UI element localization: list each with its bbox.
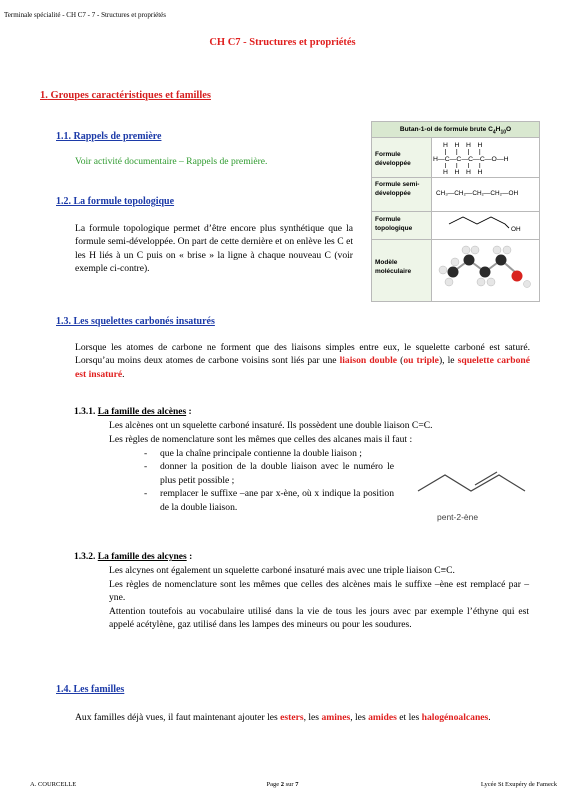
section-1-2-number: 1.2.: [56, 196, 71, 207]
section-1-4-number: 1.4.: [56, 684, 71, 695]
alkene-rule-3: - remplacer le suffixe –ane par x-ène, où x indique la position de la double liaison.: [144, 487, 394, 514]
row-label: Formule topologique: [372, 212, 432, 240]
page-header: Terminale spécialité - CH C7 - 7 - Structures et propriétés: [4, 11, 167, 19]
butanol-table: [371, 121, 540, 302]
section-1-3-1-heading: 1.3.1. La famille des alcènes :: [74, 407, 192, 417]
section-1-3-heading: [56, 316, 215, 327]
highlight-halogenoalcanes: halogénoalcanes: [421, 712, 489, 723]
h-top-4: H: [477, 142, 483, 149]
dev-main-chain: H—C—C—C—C—O—H: [433, 156, 509, 163]
section-1-3-1-p2: Les règles de nomenclature sont les mêmes que celles des alcanes mais il faut :: [109, 434, 413, 445]
h-top-3: H: [466, 142, 471, 149]
semi-developed-formula: [433, 178, 539, 212]
footer-author: A. COURCELLE: [30, 781, 77, 788]
row-topologique: [372, 211, 539, 240]
section-1-2-heading: [56, 196, 174, 207]
section-1-label: Groupes caractéristiques et familles: [50, 90, 211, 101]
section-1-3-text: Lorsque les atomes de carbone ne forment que des liaisons simples entre eux, le squelette carboné est saturé. Lorsqu’au moins deux atomes de carbone voisins sont liés par une liaison double (ou triple), le squelette carboné est insaturé.: [75, 342, 530, 380]
molecular-model: [433, 240, 539, 301]
footer-page-number: Page 2 sur 7: [266, 781, 299, 788]
section-1-3-2-p1: Les alcynes ont également un squelette carboné insaturé mais avec une triple liaison C≡C.: [109, 565, 455, 576]
section-1-3-2-p2: Les règles de nomenclature sont les mêmes que celles des alcènes mais le suffixe –ène est remplacé par –yne.: [109, 579, 529, 604]
section-1-1-text: Voir activité documentaire – Rappels de première.: [75, 156, 268, 167]
section-1-4-label: Les familles: [73, 684, 125, 695]
row-label: Formule semi-développée: [372, 178, 432, 212]
section-1-1-number: 1.1.: [56, 131, 71, 142]
pent-2-ene-caption: pent-2-ène: [437, 512, 479, 522]
section-1-3-2-label: La famille des alcynes: [97, 552, 187, 562]
oh-label: OH: [511, 226, 521, 233]
highlight-ou-triple: ou triple: [403, 355, 439, 367]
developed-formula-drawing: [433, 138, 539, 178]
section-1-3-1-p1: Les alcènes ont un squelette carboné insaturé. Ils possèdent une double liaison C=C.: [109, 420, 433, 431]
highlight-amines: amines: [321, 712, 351, 723]
topological-formula: [433, 212, 539, 240]
section-1-1-heading: [56, 131, 161, 142]
page-title: CH C7 - Structures et propriétés: [209, 37, 356, 48]
highlight-squelette-insature: squelette carboné est insaturé: [75, 355, 530, 380]
pent-2-ene-skeletal-icon: [415, 465, 530, 500]
alkene-rules-list: [144, 447, 394, 514]
h-top-1: H: [443, 142, 448, 149]
developed-formula: [433, 138, 539, 178]
section-1-number: 1.: [40, 90, 48, 101]
h-bot-2: H: [454, 169, 460, 176]
row-semi-developpee: [372, 177, 539, 212]
section-1-3-2-number: 1.3.2.: [74, 552, 96, 562]
section-1-3-number: 1.3.: [56, 316, 71, 327]
butanol-table-title: Butan-1-ol de formule brute $C_4H_{10}O$: [372, 122, 539, 137]
row-modele: [372, 239, 539, 301]
row-developpee: [372, 137, 539, 178]
alkene-rule-2: - donner la position de la double liaison avec le numéro le plus petit possible ;: [144, 460, 394, 487]
section-1-3-2-p3: Attention toutefois au vocabulaire utilisé dans la vie de tous les jours avec par exemple l’éthyne qui est appelé acétylène, gaz utilisé dans les lampes des mineurs ou pour les soudures.: [109, 606, 529, 631]
highlight-esters: esters: [280, 712, 304, 723]
section-1-1-label: Rappels de première: [73, 131, 162, 142]
row-label: Modèle moléculaire: [372, 240, 432, 301]
row-label: Formule développée: [372, 138, 432, 178]
h-top-2: H: [454, 142, 460, 149]
skeletal-butanol-icon: [433, 212, 539, 240]
section-1-2-label: La formule topologique: [73, 196, 175, 207]
footer-school: Lycée St Exupéry de Fameck: [480, 781, 557, 788]
h-bot-3: H: [466, 169, 471, 176]
section-1-heading: [40, 90, 211, 101]
highlight-amides: amides: [368, 712, 397, 723]
section-1-3-label: Les squelettes carbonés insaturés: [73, 316, 215, 327]
section-1-4-text: Aux familles déjà vues, il faut maintenant ajouter les esters, les amines, les amides et les halogénoalcanes.: [75, 712, 491, 723]
section-1-3-1-number: 1.3.1.: [74, 407, 96, 417]
section-1-3-1-label: La famille des alcènes: [97, 407, 187, 417]
h-bot-4: H: [477, 169, 483, 176]
h-bot-1: H: [443, 169, 448, 176]
semi-developed-text: CH₃—CH₂—CH₂—CH₂—OH: [436, 190, 519, 197]
ball-and-stick-model-icon: [433, 240, 539, 301]
alkene-rule-1: - que la chaîne principale contienne la double liaison ;: [144, 447, 394, 460]
highlight-liaison-double: liaison double: [339, 355, 398, 367]
section-1-2-text: La formule topologique permet d’être encore plus synthétique que la formule semi-développée. On part de cette dernière et on enlève les C et les H liés à un C puis on « brise » la ligne à chaque nouveau C (voir exemple ci-contre).: [75, 223, 353, 275]
section-1-3-2-heading: 1.3.2. La famille des alcynes :: [74, 552, 193, 562]
section-1-4-heading: [56, 684, 124, 695]
